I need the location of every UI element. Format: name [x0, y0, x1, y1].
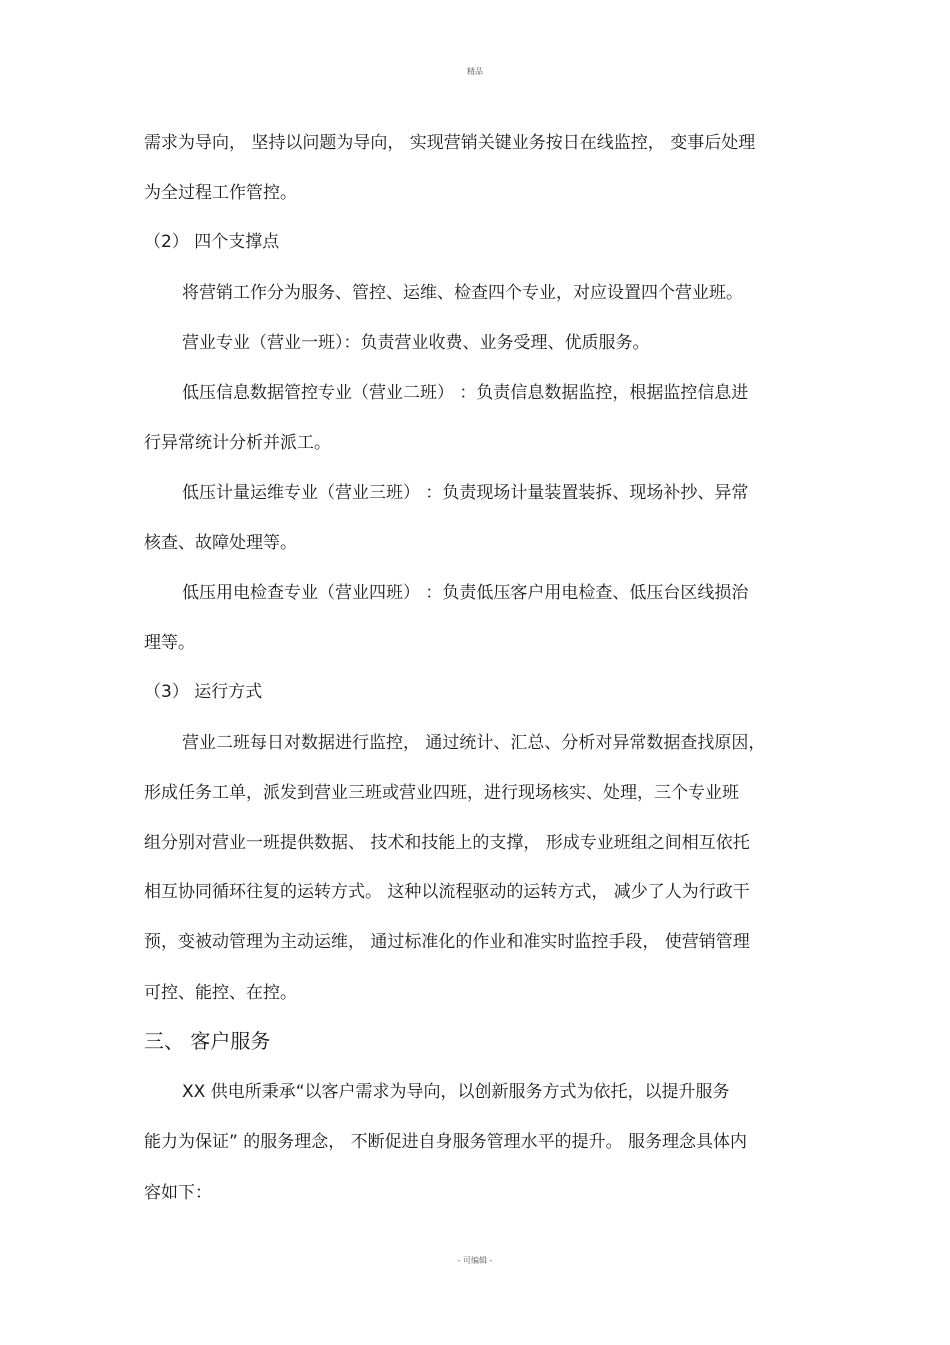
paragraph-line: 核查、故障处理等。	[144, 533, 297, 553]
paragraph-line: 低压计量运维专业（营业三班） ：负责现场计量装置装拆、现场补抄、异常	[182, 483, 749, 503]
paragraph-line: 低压用电检查专业（营业四班） ：负责低压客户用电检查、低压台区线损治	[182, 583, 749, 603]
subsection-heading-2: （2） 四个支撑点	[144, 232, 280, 252]
paragraph-line: 预，变被动管理为主动运维， 通过标准化的作业和准实时监控手段， 使营销管理	[144, 932, 750, 952]
paragraph-line: 形成任务工单，派发到营业三班或营业四班，进行现场核实、处理，三个专业班	[144, 783, 739, 803]
paragraph-line: 可控、能控、在控。	[144, 983, 297, 1003]
paragraph-line: 能力为保证” 的服务理念， 不断促进自身服务管理水平的提升。 服务理念具体内	[144, 1132, 748, 1152]
page-header: 精品	[467, 67, 483, 76]
paragraph-line: 组分别对营业一班提供数据、 技术和技能上的支撑， 形成专业班组之间相互依托	[144, 833, 750, 853]
page-footer: - 可编辑 -	[457, 1256, 493, 1265]
paragraph-line: 相互协同循环往复的运转方式。 这种以流程驱动的运转方式， 减少了人为行政干	[144, 882, 750, 902]
paragraph-line: 为全过程工作管控。	[144, 183, 297, 203]
subsection-heading-3: （3） 运行方式	[144, 682, 263, 702]
section-heading: 三、 客户服务	[144, 1029, 271, 1053]
paragraph-line: 低压信息数据管控专业（营业二班） ：负责信息数据监控，根据监控信息进	[182, 383, 749, 403]
paragraph-line: 行异常统计分析并派工。	[144, 433, 331, 453]
paragraph-line: 需求为导向， 坚持以问题为导向， 实现营销关键业务按日在线监控， 变事后处理	[144, 133, 756, 153]
paragraph-line: 营业专业（营业一班）：负责营业收费、业务受理、优质服务。	[182, 333, 650, 353]
paragraph-line: 理等。	[144, 633, 195, 653]
paragraph-line: 将营销工作分为服务、管控、运维、检查四个专业，对应设置四个营业班。	[182, 283, 743, 303]
paragraph-line: 容如下：	[144, 1183, 212, 1203]
paragraph-line: 营业二班每日对数据进行监控， 通过统计、汇总、分析对异常数据查找原因，	[182, 733, 766, 753]
paragraph-line: XX 供电所秉承“以客户需求为导向，以创新服务方式为依托，以提升服务	[182, 1082, 730, 1102]
